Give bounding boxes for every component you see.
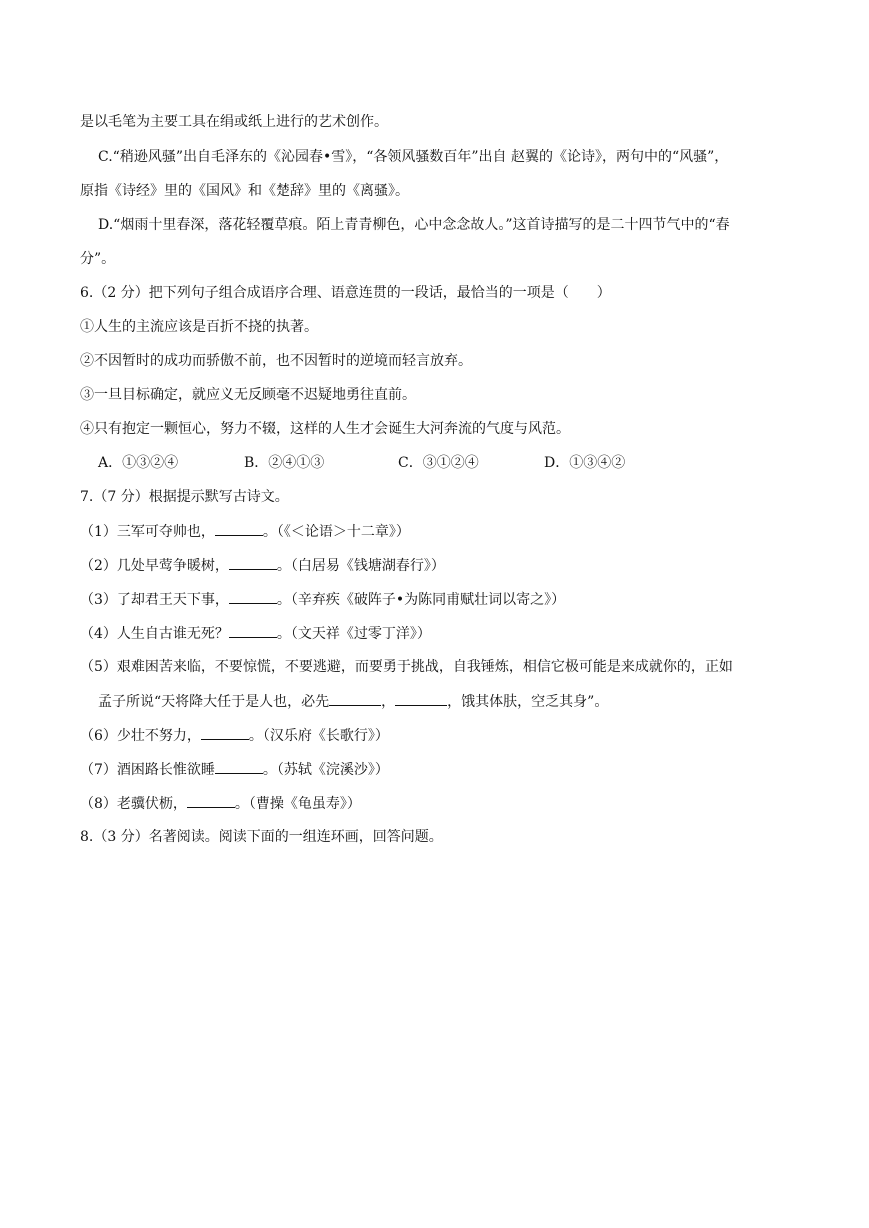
answer-blank — [229, 589, 277, 604]
q6-option-a: A．①③②④ — [98, 455, 179, 471]
answer-blank — [201, 725, 249, 740]
q6-stem: 6.（2 分）把下列句子组合成语序合理、语意连贯的一段话，最恰当的一项是（ ） — [80, 285, 611, 301]
q7-item-3-prompt: （3）了却君王天下事， — [80, 592, 229, 608]
q5-option-c-line2: 原指《诗经》里的《国风》和《楚辞》里的《离骚》。 — [80, 183, 409, 199]
q7-item-8-source: 。（曹操《龟虽寿》） — [234, 796, 361, 812]
q7-item-1 — [80, 521, 410, 542]
q6-option-b: B．②④①③ — [244, 455, 325, 471]
q7-item-7-source: 。（苏轼《浣溪沙》） — [262, 762, 389, 778]
answer-blank — [329, 691, 381, 706]
q7-item-4 — [80, 623, 431, 644]
q7-item-7 — [80, 759, 389, 780]
q7-item-5-line1: （5）艰难困苦来临，不要惊慌，不要逃避，而要勇于挑战，自我锤炼，相信它极可能是来成就你的，正如 — [80, 659, 733, 675]
q7-item-6-prompt: （6）少壮不努力， — [80, 728, 201, 744]
q6-sentence-3: ③一旦目标确定，就应义无反顾毫不迟疑地勇往直前。 — [80, 387, 416, 403]
q7-item-3 — [80, 589, 565, 610]
answer-blank — [229, 623, 277, 638]
q7-item-2-prompt: （2）几处早莺争暖树， — [80, 558, 229, 574]
q5-option-d-line1: D.“烟雨十里春深，落花轻覆草痕。陌上青青柳色，心中念念故人。”这首诗描写的是二十四节气中的“春 — [98, 217, 730, 233]
q5-option-d-line2: 分”。 — [80, 251, 116, 267]
q7-item-5-tail: ，饿其体肤，空乏其身”。 — [447, 694, 609, 710]
q7-item-2 — [80, 555, 445, 576]
answer-blank — [215, 759, 263, 774]
q7-item-8-prompt: （8）老骥伏枥， — [80, 796, 187, 812]
q6-option-d: D．①③④② — [544, 455, 626, 471]
answer-blank — [229, 555, 277, 570]
q7-item-4-source: 。（文天祥《过零丁洋》） — [276, 626, 431, 642]
q7-item-7-prompt: （7）酒困路长惟欲睡 — [80, 762, 215, 778]
answer-blank — [187, 793, 235, 808]
q6-sentence-2: ②不因暂时的成功而骄傲不前，也不因暂时的逆境而轻言放弃。 — [80, 353, 472, 369]
q8-stem: 8.（3 分）名著阅读。阅读下面的一组连环画，回答问题。 — [80, 829, 443, 845]
q6-option-c: C．③①②④ — [398, 455, 479, 471]
q7-item-3-source: 。（辛弃疾《破阵子•为陈同甫赋壮词以寄之》） — [276, 592, 566, 608]
q7-item-6-source: 。（汉乐府《长歌行》） — [248, 728, 389, 744]
answer-blank — [395, 691, 447, 706]
q6-sentence-4: ④只有抱定一颗恒心，努力不辍，这样的人生才会诞生大河奔流的气度与风范。 — [80, 421, 570, 437]
q7-item-5-line2 — [98, 691, 608, 712]
q7-item-1-prompt: （1）三军可夺帅也， — [80, 524, 215, 540]
q5-option-c-line1: C.“稍逊风骚”出自毛泽东的《沁园春•雪》，“各领风骚数百年”出自 赵翼的《论诗》，两句中的“风骚”， — [98, 149, 729, 165]
q7-item-6 — [80, 725, 389, 746]
q7-item-8 — [80, 793, 361, 814]
q7-item-5-prompt: 孟子所说“天将降大任于是人也，必先 — [98, 694, 330, 710]
q7-stem: 7.（7 分）根据提示默写古诗文。 — [80, 489, 289, 505]
q6-sentence-1: ①人生的主流应该是百折不挠的执著。 — [80, 319, 318, 335]
q7-item-2-source: 。（白居易《钱塘湖春行》） — [276, 558, 445, 574]
q7-item-1-source: 。（《＜论语＞十二章》） — [262, 524, 410, 540]
q5-option-b-continuation: 是以毛笔为主要工具在绢或纸上进行的艺术创作。 — [80, 114, 388, 130]
answer-blank — [215, 521, 263, 536]
q7-item-4-prompt: （4）人生自古谁无死？ — [80, 626, 229, 642]
q7-item-5-comma: ， — [381, 694, 396, 710]
